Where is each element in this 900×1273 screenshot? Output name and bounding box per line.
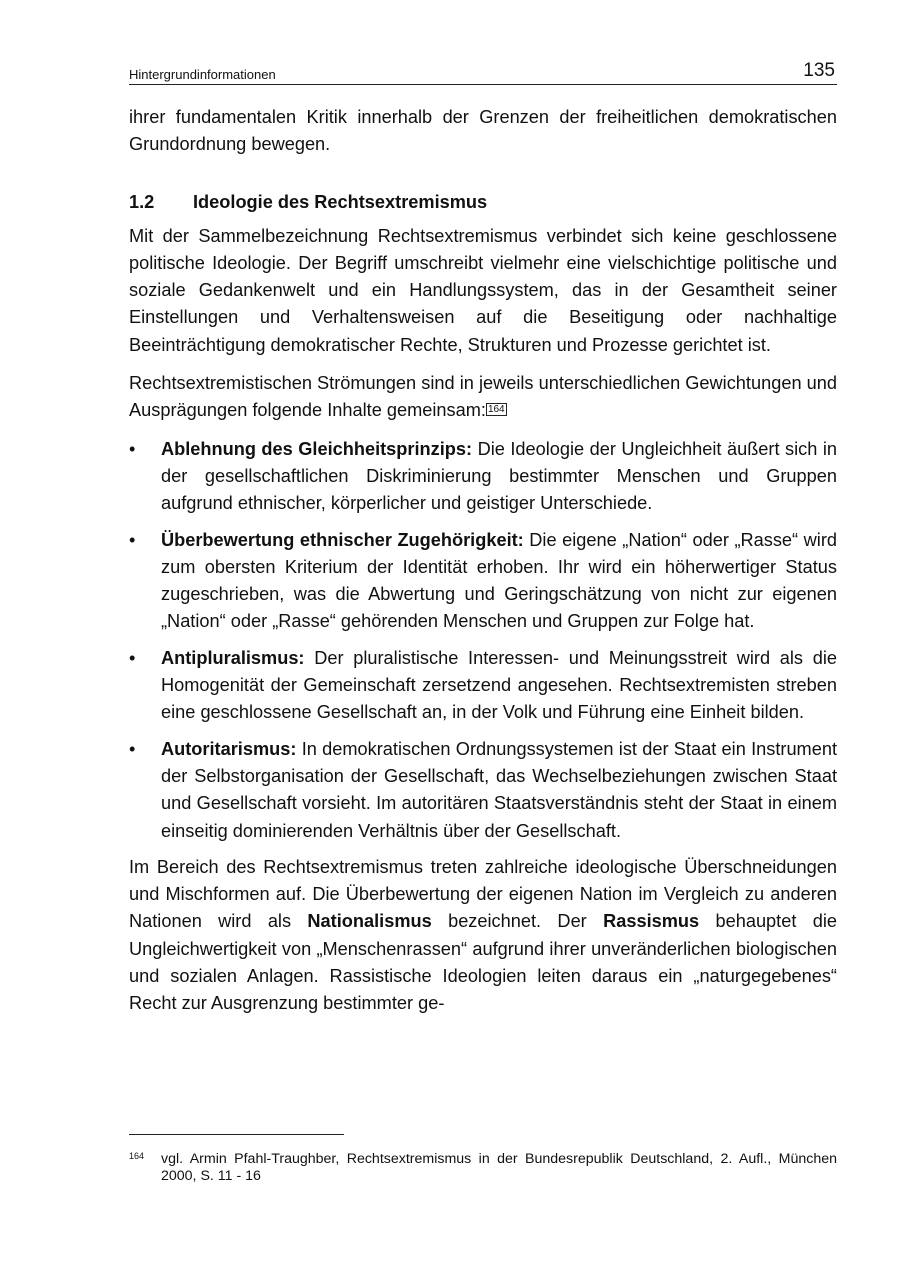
list-item xyxy=(129,527,837,636)
ideology-list xyxy=(129,436,837,845)
paragraph-overlaps xyxy=(129,854,837,1018)
footnote-divider xyxy=(129,1134,344,1135)
paragraph-overlaps-part1: Im Bereich des Rechtsextremismus treten zahlreiche ideologische Überschneidungen und Mischformen auf. Die Überbewertung der eigenen Nation im Vergleich zu anderen Nationen wird als xyxy=(129,856,837,932)
list-item-text: Die Ideologie der Ungleichheit äußert sich in der gesellschaftlichen Diskriminierung bestimmter Menschen und Gruppen aufgrund ethnischer, körperlicher und geistiger Unterschiede. xyxy=(161,438,837,514)
list-item xyxy=(129,736,837,845)
list-item-term: Antipluralismus: xyxy=(161,647,305,668)
page-number: 135 xyxy=(803,60,835,81)
bullet-icon: • xyxy=(129,738,136,759)
list-item-text: Die eigene „Nation“ oder „Rasse“ wird zum obersten Kriterium der Identität erhoben. Ihr wird ein höherwertiger Status zugeschrieben, was die Abwertung und Geringschätzung von nicht zur eigenen „Nation“ oder „Rasse“ gehörenden Menschen und Gruppen zur Folge hat. xyxy=(161,529,837,632)
list-item-term: Überbewertung ethnischer Zugehörigkeit: xyxy=(161,529,524,550)
list-item xyxy=(129,436,837,518)
footnote-reference[interactable]: 164 xyxy=(487,404,505,416)
page-body xyxy=(129,104,837,1029)
list-item-text: In demokratischen Ordnungssystemen ist der Staat ein Instrument der Selbstorganisation der Gesellschaft, das Wechselbeziehungen zwischen Staat und Gesellschaft vorsieht. Im autoritären Staatsverständnis steht der Staat in einem einseitig dominierenden Verhältnis über der Gesellschaft. xyxy=(161,738,837,841)
running-header xyxy=(129,62,837,85)
paragraph-overlaps-part2: bezeichnet. Der xyxy=(448,911,587,932)
paragraph-intro-list-text: Rechtsextremistischen Strömungen sind in jeweils unterschiedlichen Gewichtungen und Ausprägungen folgende Inhalte gemeinsam: xyxy=(129,373,837,421)
section-heading xyxy=(129,189,837,216)
footnote xyxy=(129,1151,837,1185)
paragraph-definition: Mit der Sammelbezeichnung Rechtsextremismus verbindet sich keine geschlossene politische Ideologie. Der Begriff umschreibt vielmehr eine vielschichtige politische und soziale Gedankenwelt und ein Handlungssystem, das in der Gesamtheit seiner Einstellungen und Verhaltensweisen auf die Beseitigung oder nachhaltige Beeinträchtigung demokratischer Rechte, Strukturen und Prozesse gerichtet ist. xyxy=(129,225,837,355)
bullet-icon: • xyxy=(129,529,136,550)
term-nationalismus: Nationalismus xyxy=(307,911,432,932)
paragraph-intro-list xyxy=(129,370,837,425)
footnote-area xyxy=(129,1134,837,1185)
list-item xyxy=(129,645,837,727)
bullet-icon: • xyxy=(129,647,136,668)
section-title: Ideologie des Rechtsextremismus xyxy=(193,191,488,212)
footnote-number: 164 xyxy=(129,1151,145,1161)
header-section-title: Hintergrundinformationen xyxy=(129,67,276,82)
footnote-text: vgl. Armin Pfahl-Traughber, Rechtsextremismus in der Bundesrepublik Deutschland, 2. Aufl., München 2000, S. 11 - 16 xyxy=(161,1151,837,1184)
term-rassismus: Rassismus xyxy=(603,911,700,932)
bullet-icon: • xyxy=(129,438,136,459)
list-item-term: Autoritarismus: xyxy=(161,738,297,759)
list-item-term: Ablehnung des Gleichheitsprinzips: xyxy=(161,438,473,459)
list-item-text: Der pluralistische Interessen- und Meinungsstreit wird als die Homogenität der Gemeinschaft zersetzend angesehen. Rechtsextremisten streben eine geschlossene Gesellschaft an, in der Volk und Führung eine Einheit bilden. xyxy=(161,647,837,723)
paragraph-overlaps-part3: behauptet die Ungleichwertigkeit von „Menschenrassen“ aufgrund ihrer unveränderlichen biologischen und sozialen Anlagen. Rassistische Ideologien leiten daraus ein „naturgegebenes“ Recht zur Ausgrenzung bestimmter ge- xyxy=(129,911,837,1014)
intro-paragraph: ihrer fundamentalen Kritik innerhalb der Grenzen der freiheitlichen demokratischen Grundordnung bewegen. xyxy=(129,107,837,155)
section-number: 1.2 xyxy=(129,191,155,212)
